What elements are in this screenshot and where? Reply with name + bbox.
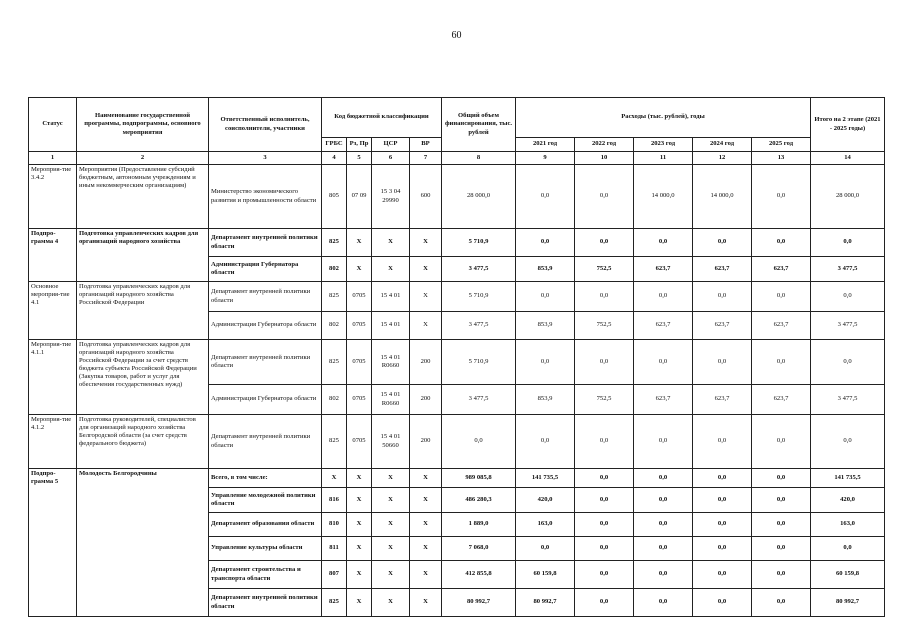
year-2022-cell: 0,0 [575,537,634,561]
header-stage-total: Итого на 2 этапе (2021 - 2025 годы) [811,98,885,152]
column-number: 10 [575,152,634,165]
year-2022-cell: 0,0 [575,229,634,257]
column-number: 14 [811,152,885,165]
rzpr-cell: 07 09 [347,165,372,229]
executor-cell: Министерство экономического развития и промышленности области [209,165,322,229]
year-2025-cell: 0,0 [752,282,811,312]
year-2022-cell: 0,0 [575,589,634,617]
vr-cell: X [410,257,442,282]
year-2022-cell: 752,5 [575,312,634,340]
program-name-cell: Подготовка управленческих кадров для организаций народного хозяйства [77,229,209,282]
year-2022-cell: 0,0 [575,165,634,229]
stage-total-cell: 420,0 [811,488,885,513]
year-2023-cell: 0,0 [634,229,693,257]
year-2022-cell: 752,5 [575,385,634,415]
year-2022-cell: 0,0 [575,282,634,312]
grbs-cell: 825 [322,415,347,469]
vr-cell: X [410,561,442,589]
executor-cell: Всего, в том числе: [209,469,322,488]
grbs-cell: 825 [322,282,347,312]
total-cell: 3 477,5 [442,257,516,282]
status-cell: Подпро-грамма 4 [29,229,77,282]
rzpr-cell: X [347,537,372,561]
year-2024-cell: 623,7 [693,312,752,340]
total-cell: 3 477,5 [442,385,516,415]
csr-cell: X [372,229,410,257]
year-2025-cell: 0,0 [752,513,811,537]
stage-total-cell: 0,0 [811,537,885,561]
year-2021-cell: 420,0 [516,488,575,513]
vr-cell: X [410,513,442,537]
year-2024-cell: 623,7 [693,385,752,415]
table-row [29,469,885,488]
year-2023-cell: 623,7 [634,312,693,340]
rzpr-cell: 0705 [347,385,372,415]
header-vr: ВР [410,138,442,152]
rzpr-cell: X [347,589,372,617]
vr-cell: X [410,537,442,561]
executor-cell: Управление молодежной политики области [209,488,322,513]
column-number: 1 [29,152,77,165]
total-cell: 5 710,9 [442,340,516,385]
status-cell: Мероприя-тие 3.4.2 [29,165,77,229]
year-2021-cell: 0,0 [516,537,575,561]
vr-cell: 600 [410,165,442,229]
rzpr-cell: X [347,561,372,589]
year-2023-cell: 0,0 [634,282,693,312]
budget-table [28,97,885,617]
year-2023-cell: 0,0 [634,513,693,537]
status-cell: Мероприя-тие 4.1.1 [29,340,77,415]
grbs-cell: 805 [322,165,347,229]
year-2024-cell: 623,7 [693,257,752,282]
total-cell: 5 710,9 [442,282,516,312]
executor-cell: Департамент внутренней политики области [209,340,322,385]
stage-total-cell: 0,0 [811,340,885,385]
year-2024-cell: 0,0 [693,415,752,469]
year-2021-cell: 0,0 [516,282,575,312]
column-number: 4 [322,152,347,165]
year-2025-cell: 623,7 [752,257,811,282]
year-2022-cell: 0,0 [575,488,634,513]
column-number-row [29,152,885,165]
column-number: 9 [516,152,575,165]
year-2025-cell: 0,0 [752,415,811,469]
year-2023-cell: 0,0 [634,469,693,488]
column-number: 5 [347,152,372,165]
year-2024-cell: 0,0 [693,537,752,561]
header-year-2021: 2021 год [516,138,575,152]
rzpr-cell: X [347,257,372,282]
vr-cell: X [410,488,442,513]
vr-cell: 200 [410,385,442,415]
year-2021-cell: 0,0 [516,229,575,257]
column-number: 11 [634,152,693,165]
year-2023-cell: 0,0 [634,589,693,617]
year-2024-cell: 0,0 [693,340,752,385]
stage-total-cell: 80 992,7 [811,589,885,617]
year-2023-cell: 0,0 [634,561,693,589]
csr-cell: 15 3 04 29990 [372,165,410,229]
page-number: 60 [451,30,462,41]
header-grbs: ГРБС [322,138,347,152]
executor-cell: Администрация Губернатора области [209,385,322,415]
executor-cell: Департамент внутренней политики области [209,282,322,312]
rzpr-cell: X [347,469,372,488]
vr-cell: X [410,282,442,312]
vr-cell: 200 [410,340,442,385]
year-2023-cell: 14 000,0 [634,165,693,229]
total-cell: 989 085,8 [442,469,516,488]
year-2022-cell: 752,5 [575,257,634,282]
year-2023-cell: 623,7 [634,257,693,282]
year-2024-cell: 0,0 [693,282,752,312]
grbs-cell: 825 [322,229,347,257]
program-name-cell: Молодость Белгородчины [77,469,209,617]
year-2021-cell: 853,9 [516,257,575,282]
header-csr: ЦСР [372,138,410,152]
vr-cell: X [410,312,442,340]
year-2025-cell: 0,0 [752,469,811,488]
column-number: 6 [372,152,410,165]
grbs-cell: 825 [322,589,347,617]
header-budget-code: Код бюджетной классификации [322,98,442,138]
grbs-cell: 825 [322,340,347,385]
year-2024-cell: 0,0 [693,229,752,257]
header-total: Общий объем финансирования, тыс. рублей [442,98,516,152]
year-2025-cell: 0,0 [752,537,811,561]
rzpr-cell: 0705 [347,282,372,312]
header-year-2024: 2024 год [693,138,752,152]
header-status: Статус [29,98,77,152]
executor-cell: Администрация Губернатора области [209,312,322,340]
year-2022-cell: 0,0 [575,340,634,385]
stage-total-cell: 3 477,5 [811,385,885,415]
year-2024-cell: 0,0 [693,589,752,617]
header-rzpr: Рз, Пр [347,138,372,152]
year-2025-cell: 0,0 [752,165,811,229]
year-2025-cell: 623,7 [752,312,811,340]
header-year-2022: 2022 год [575,138,634,152]
year-2025-cell: 623,7 [752,385,811,415]
csr-cell: 15 4 01 [372,312,410,340]
stage-total-cell: 60 159,8 [811,561,885,589]
table-row [29,282,885,312]
vr-cell: 200 [410,415,442,469]
csr-cell: X [372,469,410,488]
executor-cell: Департамент внутренней политики области [209,229,322,257]
executor-cell: Департамент внутренней политики области [209,415,322,469]
table-row [29,340,885,385]
program-name-cell: Подготовка управленческих кадров для организаций народного хозяйства Российской Федерации [77,282,209,340]
status-cell: Мероприя-тие 4.1.2 [29,415,77,469]
column-number: 2 [77,152,209,165]
year-2024-cell: 0,0 [693,513,752,537]
table-row [29,415,885,469]
stage-total-cell: 28 000,0 [811,165,885,229]
total-cell: 1 889,0 [442,513,516,537]
executor-cell: Администрация Губернатора области [209,257,322,282]
rzpr-cell: X [347,513,372,537]
grbs-cell: 816 [322,488,347,513]
year-2021-cell: 163,0 [516,513,575,537]
stage-total-cell: 0,0 [811,282,885,312]
total-cell: 80 992,7 [442,589,516,617]
vr-cell: X [410,229,442,257]
table-row [29,165,885,229]
year-2022-cell: 0,0 [575,561,634,589]
total-cell: 28 000,0 [442,165,516,229]
year-2021-cell: 80 992,7 [516,589,575,617]
year-2025-cell: 0,0 [752,561,811,589]
csr-cell: 15 4 01 [372,282,410,312]
year-2023-cell: 0,0 [634,340,693,385]
csr-cell: 15 4 01 R0660 [372,385,410,415]
vr-cell: X [410,469,442,488]
rzpr-cell: 0705 [347,340,372,385]
year-2021-cell: 141 735,5 [516,469,575,488]
total-cell: 412 855,8 [442,561,516,589]
rzpr-cell: 0705 [347,415,372,469]
csr-cell: X [372,537,410,561]
year-2024-cell: 0,0 [693,488,752,513]
year-2023-cell: 0,0 [634,537,693,561]
stage-total-cell: 0,0 [811,415,885,469]
grbs-cell: X [322,469,347,488]
stage-total-cell: 163,0 [811,513,885,537]
rzpr-cell: 0705 [347,312,372,340]
column-number: 12 [693,152,752,165]
stage-total-cell: 141 735,5 [811,469,885,488]
table-body [29,165,885,617]
csr-cell: X [372,589,410,617]
column-number: 8 [442,152,516,165]
program-name-cell: Подготовка руководителей, специалистов для организаций народного хозяйства Белгородской области (за счет средств федерального бюджета) [77,415,209,469]
year-2024-cell: 0,0 [693,469,752,488]
grbs-cell: 811 [322,537,347,561]
csr-cell: X [372,513,410,537]
vr-cell: X [410,589,442,617]
total-cell: 486 280,3 [442,488,516,513]
grbs-cell: 802 [322,385,347,415]
csr-cell: 15 4 01 R0660 [372,340,410,385]
year-2022-cell: 0,0 [575,469,634,488]
year-2023-cell: 0,0 [634,488,693,513]
header-year-2023: 2023 год [634,138,693,152]
year-2025-cell: 0,0 [752,340,811,385]
total-cell: 3 477,5 [442,312,516,340]
program-name-cell: Мероприятия (Предоставление субсидий бюджетным, автономным учреждениям и иным некоммерческим организациям) [77,165,209,229]
total-cell: 7 068,0 [442,537,516,561]
csr-cell: X [372,257,410,282]
year-2022-cell: 0,0 [575,415,634,469]
stage-total-cell: 3 477,5 [811,312,885,340]
status-cell: Подпро-грамма 5 [29,469,77,617]
grbs-cell: 802 [322,312,347,340]
year-2024-cell: 14 000,0 [693,165,752,229]
stage-total-cell: 0,0 [811,229,885,257]
column-number: 13 [752,152,811,165]
total-cell: 5 710,9 [442,229,516,257]
csr-cell: X [372,488,410,513]
csr-cell: X [372,561,410,589]
executor-cell: Управление культуры области [209,537,322,561]
rzpr-cell: X [347,488,372,513]
year-2024-cell: 0,0 [693,561,752,589]
year-2021-cell: 853,9 [516,385,575,415]
grbs-cell: 810 [322,513,347,537]
year-2021-cell: 0,0 [516,415,575,469]
year-2023-cell: 0,0 [634,415,693,469]
grbs-cell: 807 [322,561,347,589]
executor-cell: Департамент образования области [209,513,322,537]
year-2021-cell: 0,0 [516,165,575,229]
year-2025-cell: 0,0 [752,229,811,257]
year-2025-cell: 0,0 [752,488,811,513]
rzpr-cell: X [347,229,372,257]
table-header [29,98,885,165]
column-number: 3 [209,152,322,165]
header-year-2025: 2025 год [752,138,811,152]
stage-total-cell: 3 477,5 [811,257,885,282]
executor-cell: Департамент строительства и транспорта области [209,561,322,589]
header-expenses: Расходы (тыс. рублей), годы [516,98,811,138]
status-cell: Основное мероприя-тие 4.1 [29,282,77,340]
year-2021-cell: 0,0 [516,340,575,385]
column-number: 7 [410,152,442,165]
program-name-cell: Подготовка управленческих кадров для организаций народного хозяйства Российской Федерации за счет средств бюджета субъекта Российской Федерации (Закупка товаров, работ и услуг для обеспечения государственных нужд) [77,340,209,415]
year-2021-cell: 853,9 [516,312,575,340]
year-2023-cell: 623,7 [634,385,693,415]
year-2025-cell: 0,0 [752,589,811,617]
year-2021-cell: 60 159,8 [516,561,575,589]
executor-cell: Департамент внутренней политики области [209,589,322,617]
year-2022-cell: 0,0 [575,513,634,537]
header-executor: Ответственный исполнитель, соисполнители, участники [209,98,322,152]
total-cell: 0,0 [442,415,516,469]
csr-cell: 15 4 01 50660 [372,415,410,469]
header-program: Наименование государственной программы, подпрограммы, основного мероприятия [77,98,209,152]
table-row [29,229,885,257]
grbs-cell: 802 [322,257,347,282]
